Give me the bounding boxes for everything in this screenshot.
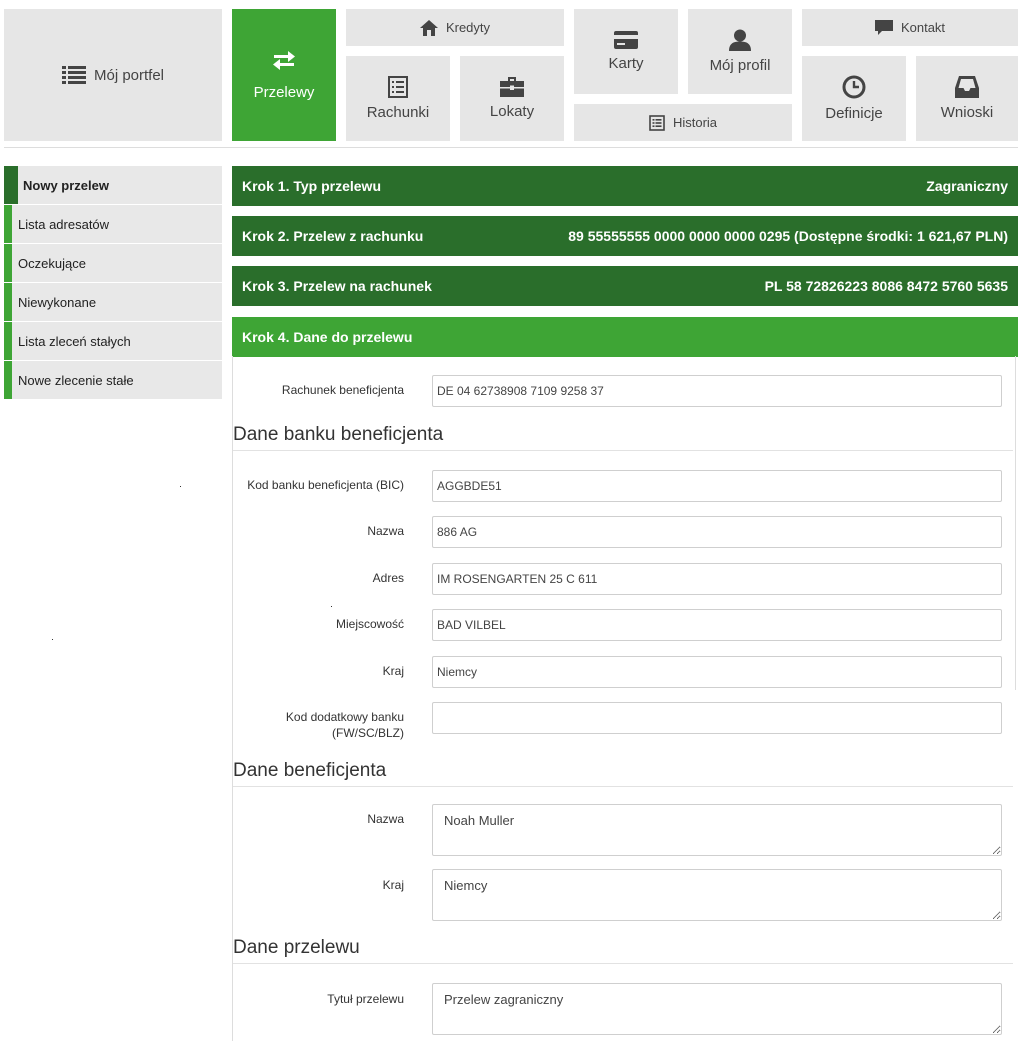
list-icon	[62, 65, 86, 85]
nav-tile-transfers[interactable]	[232, 9, 336, 141]
nav-tile-deposits[interactable]	[460, 56, 564, 141]
nav-history-label: Historia	[672, 115, 718, 130]
sidebar-item-recipients[interactable]	[4, 205, 222, 243]
bank-city-input[interactable]	[432, 609, 1002, 641]
section-divider	[233, 450, 1013, 451]
beneficiary-country-label: Kraj	[382, 878, 404, 892]
briefcase-icon	[500, 77, 524, 97]
step-label: Krok 2. Przelew z rachunku	[242, 228, 424, 244]
nav-tile-accounts[interactable]	[346, 56, 450, 141]
beneficiary-name-label: Nazwa	[367, 812, 404, 826]
nav-contact-label: Kontakt	[900, 20, 946, 35]
sidebar-item-label: Nowe zlecenie stałe	[18, 372, 134, 388]
bank-city-label: Miejscowość	[335, 617, 404, 631]
nav-tile-applications[interactable]	[916, 56, 1018, 141]
sidebar-item-label: Lista zleceń stałych	[18, 333, 131, 349]
step-4-transfer-details	[232, 317, 1018, 357]
nav-applications-label: Wnioski	[940, 104, 994, 121]
bank-country-label: Kraj	[382, 664, 404, 678]
transfer-section-title: Dane przelewu	[233, 937, 360, 958]
transfer-title-textarea[interactable]	[432, 983, 1002, 1035]
nav-divider	[4, 147, 1018, 148]
step-value: 89 55555555 0000 0000 0000 0295 (Dostępne środki: 1 621,67 PLN)	[568, 228, 1008, 244]
sidebar-item-failed[interactable]	[4, 283, 222, 321]
panel-right-border	[1015, 356, 1016, 690]
bank-name-input[interactable]	[432, 516, 1002, 548]
step-label: Krok 4. Dane do przelewu	[242, 329, 413, 345]
bank-name-label: Nazwa	[367, 524, 404, 538]
beneficiary-section-title: Dane beneficjenta	[233, 760, 387, 781]
home-icon	[420, 20, 438, 36]
stray-dot	[52, 639, 53, 640]
section-divider	[233, 786, 1013, 787]
nav-tile-definitions[interactable]	[802, 56, 906, 141]
bank-section-title: Dane banku beneficjenta	[233, 424, 444, 445]
sidebar-item-new-standing-order[interactable]	[4, 361, 222, 399]
document-list-icon	[388, 76, 408, 98]
nav-tile-portfolio[interactable]	[4, 9, 222, 141]
sidebar-item-label: Lista adresatów	[18, 216, 110, 232]
sidebar-item-new-transfer[interactable]	[4, 166, 222, 204]
step-label: Krok 1. Typ przelewu	[242, 178, 381, 194]
sidebar-item-label: Nowy przelew	[23, 177, 109, 193]
bank-address-label: Adres	[372, 571, 404, 585]
nav-profile-label: Mój profil	[709, 57, 771, 74]
nav-cards-label: Karty	[608, 55, 644, 72]
chat-bubble-icon	[875, 20, 893, 36]
transfer-title-label: Tytuł przelewu	[327, 992, 404, 1006]
nav-tile-profile[interactable]	[688, 9, 792, 94]
step-2-source-account[interactable]	[232, 216, 1018, 256]
sidebar-item-standing-orders[interactable]	[4, 322, 222, 360]
nav-tile-cards[interactable]	[574, 9, 678, 94]
section-divider	[233, 963, 1013, 964]
user-icon	[729, 29, 751, 51]
extra-bank-code-label-line1: Kod dodatkowy banku	[285, 710, 404, 724]
beneficiary-country-textarea[interactable]	[432, 869, 1002, 921]
history-list-icon	[649, 115, 665, 131]
nav-tile-loans[interactable]	[346, 9, 564, 46]
extra-bank-code-input[interactable]	[432, 702, 1002, 734]
inbox-tray-icon	[955, 76, 979, 98]
nav-tile-contact[interactable]	[802, 9, 1018, 46]
clock-icon	[842, 75, 866, 99]
nav-portfolio-label: Mój portfel	[93, 66, 165, 84]
nav-deposits-label: Lokaty	[489, 103, 535, 120]
extra-bank-code-label	[224, 709, 404, 741]
nav-transfers-label: Przelewy	[253, 83, 315, 101]
beneficiary-account-label: Rachunek beneficjenta	[281, 383, 404, 397]
nav-tile-history[interactable]	[574, 104, 792, 141]
sidebar-item-label: Niewykonane	[18, 294, 97, 310]
nav-definitions-label: Definicje	[825, 105, 883, 122]
bank-address-input[interactable]	[432, 563, 1002, 595]
nav-accounts-label: Rachunki	[366, 104, 430, 121]
beneficiary-name-textarea[interactable]	[432, 804, 1002, 856]
sidebar-item-pending[interactable]	[4, 244, 222, 282]
step-value: PL 58 72826223 8086 8472 5760 5635	[764, 278, 1008, 294]
sidebar	[4, 166, 222, 400]
extra-bank-code-label-line2: (FW/SC/BLZ)	[332, 726, 404, 740]
nav-loans-label: Kredyty	[445, 20, 491, 35]
stray-dot	[180, 486, 181, 487]
credit-card-icon	[614, 31, 638, 49]
step-label: Krok 3. Przelew na rachunek	[242, 278, 432, 294]
bank-country-input[interactable]	[432, 656, 1002, 688]
transfer-arrows-icon	[272, 50, 296, 70]
sidebar-item-label: Oczekujące	[18, 255, 86, 271]
bic-label: Kod banku beneficjenta (BIC)	[247, 478, 404, 492]
step-value: Zagraniczny	[926, 178, 1008, 194]
step-3-target-account[interactable]	[232, 266, 1018, 306]
step-1-transfer-type[interactable]	[232, 166, 1018, 206]
beneficiary-account-input[interactable]	[432, 375, 1002, 407]
bic-input[interactable]	[432, 470, 1002, 502]
